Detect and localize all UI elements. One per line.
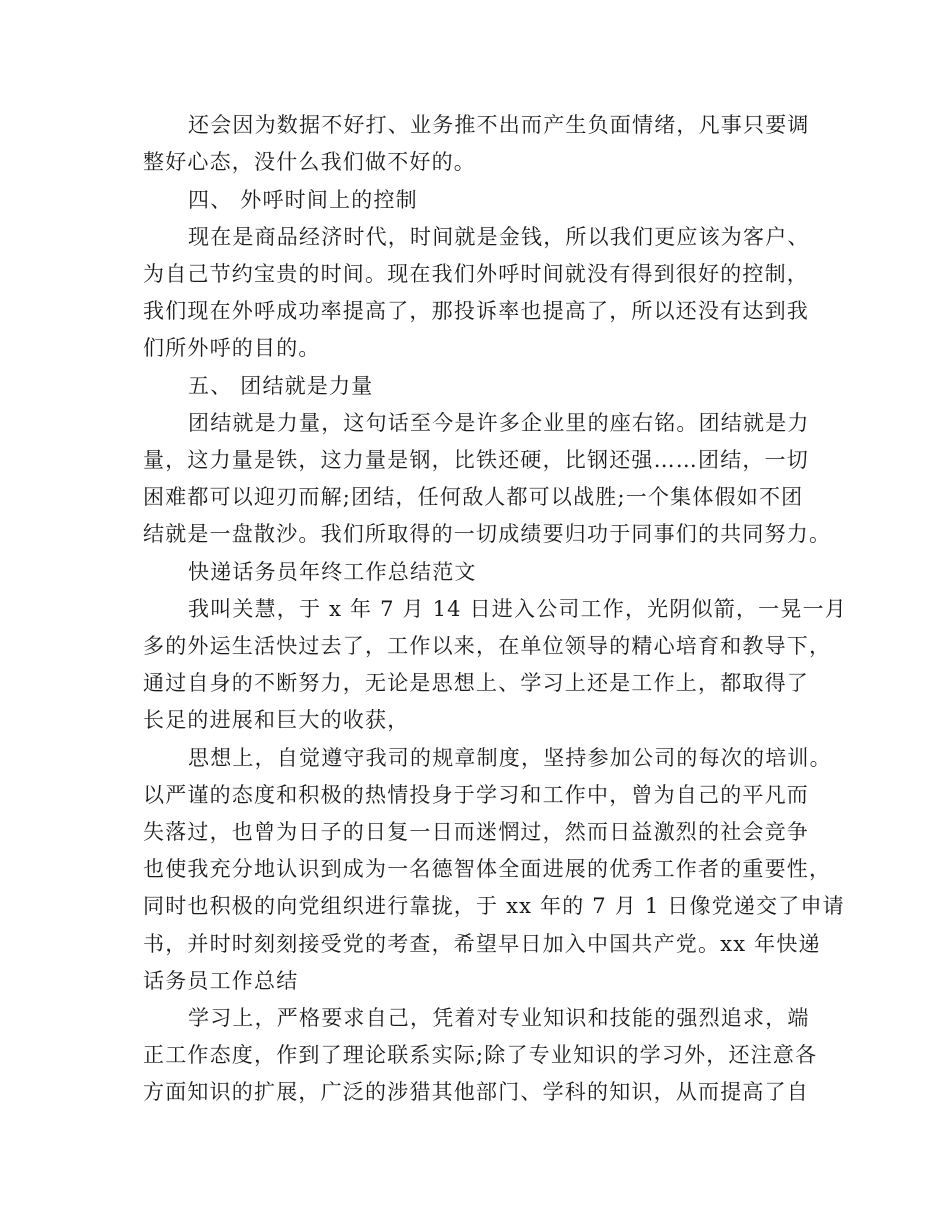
text-line: 整好心态，没什么我们做不好的。 (143, 150, 476, 174)
text-line: 长足的进展和巨大的收获， (143, 708, 410, 732)
text-line: 困难都可以迎刃而解;团结，任何敌人都可以战胜;一个集体假如不团 (143, 485, 804, 509)
text-line: 正工作态度，作到了理论联系实际;除了专业知识的学习外，还注意各 (143, 1043, 818, 1067)
text-line: 们所外呼的目的。 (143, 336, 321, 360)
text-line: 我叫关慧，于 x 年 7 月 14 日进入公司工作，光阴似箭，一晃一月 (188, 597, 847, 621)
text-line: 量，这力量是铁，这力量是钢，比铁还硬，比钢还强……团结，一切 (143, 448, 809, 472)
text-line: 多的外运生活快过去了，工作以来，在单位领导的精心培育和教导下， (143, 634, 832, 658)
text-line: 失落过，也曾为日子的日复一日而迷惘过，然而日益激烈的社会竞争 (143, 820, 809, 844)
text-line: 还会因为数据不好打、业务推不出而产生负面情绪，凡事只要调 (188, 113, 810, 137)
text-line: 结就是一盘散沙。我们所取得的一切成绩要归功于同事们的共同努力。 (143, 522, 832, 546)
text-line: 也使我充分地认识到成为一名德智体全面进展的优秀工作者的重要性， (143, 857, 832, 881)
text-line: 现在是商品经济时代，时间就是金钱，所以我们更应该为客户、 (188, 225, 810, 249)
text-line: 为自己节约宝贵的时间。现在我们外呼时间就没有得到很好的控制， (143, 262, 809, 286)
text-line: 话务员工作总结 (143, 969, 299, 993)
text-line: 以严谨的态度和积极的热情投身于学习和工作中，曾为自己的平凡而 (143, 783, 809, 807)
text-line: 思想上，自觉遵守我司的规章制度，坚持参加公司的每次的培训。 (188, 746, 832, 770)
section-heading: 四、 外呼时间上的控制 (188, 188, 418, 212)
text-line: 我们现在外呼成功率提高了，那投诉率也提高了，所以还没有达到我 (143, 299, 809, 323)
text-line: 书，并时时刻刻接受党的考查，希望早日加入中国共产党。xx 年快递 (143, 932, 821, 956)
section-heading: 五、 团结就是力量 (188, 374, 374, 398)
text-line: 团结就是力量，这句话至今是许多企业里的座右铭。团结就是力 (188, 411, 810, 435)
text-line: 通过自身的不断努力，无论是思想上、学习上还是工作上，都取得了 (143, 671, 809, 695)
article-title: 快递话务员年终工作总结范文 (188, 560, 477, 584)
text-line: 方面知识的扩展，广泛的涉猎其他部门、学科的知识，从而提高了自 (143, 1080, 809, 1104)
text-line: 学习上，严格要求自己，凭着对专业知识和技能的强烈追求，端 (188, 1006, 810, 1030)
text-line: 同时也积极的向党组织进行靠拢，于 xx 年的 7 月 1 日像党递交了申请 (143, 894, 845, 918)
